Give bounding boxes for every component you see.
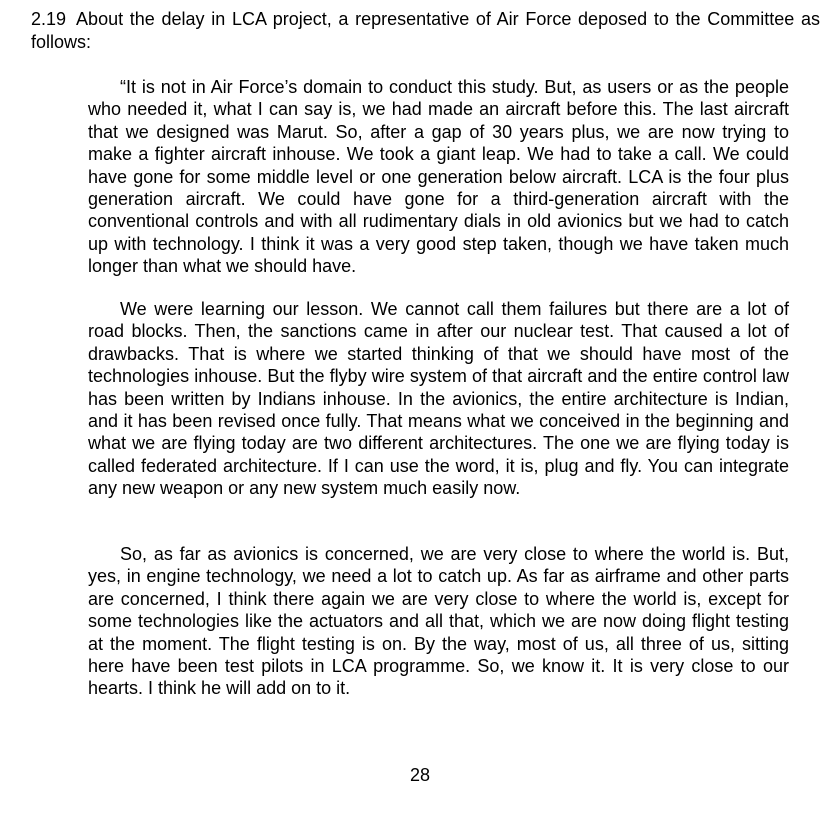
page-number: 28 — [409, 765, 431, 785]
section-intro-text: About the delay in LCA project, a representative of Air Force deposed to the Committee as follows: — [31, 9, 820, 52]
quote-paragraph-1: “It is not in Air Force’s domain to conduct this study. But, as users or as the people who needed it, what I can say is, we had made an aircraft before this. The last aircraft that we designed was Marut. So, after a gap of 30 years plus, we are now trying to make a fighter aircraft inhouse. We took a giant leap. We had to take a call. We could have gone for some middle level or one generation below aircraft. LCA is the four plus generation aircraft. We could have gone for a third-generation aircraft with the conventional controls and with all rudimentary dials in old avionics but we had to catch up with technology. I think it was a very good step taken, though we have taken much longer than what we should have. — [88, 77, 789, 277]
quote-paragraph-3: So, as far as avionics is concerned, we are very close to where the world is. But, yes, in engine technology, we need a lot to catch up. As far as airframe and other parts are concerned, I think there again we are very close to where the world is, except for some technologies like the actuators and all that, which we are now doing flight testing at the moment. The flight testing is on. By the way, most of us, all three of us, sitting here have been test pilots in LCA programme. So, we know it. It is very close to our hearts. I think he will add on to it. — [88, 544, 789, 699]
section-intro-paragraph — [31, 8, 820, 53]
quote-paragraph-2: We were learning our lesson. We cannot call them failures but there are a lot of road blocks. Then, the sanctions came in after our nuclear test. That caused a lot of drawbacks. That is where we started thinking of that we should have most of the technologies inhouse. But the flyby wire system of that aircraft and the entire control law has been written by Indians inhouse. In the avionics, the entire architecture is Indian, and it has been revised once fully. That means what we conceived in the beginning and what we are flying today are two different architectures. The one we are flying today is called federated architecture. If I can use the word, it is, plug and fly. You can integrate any new weapon or any new system much easily now. — [88, 299, 789, 499]
section-number: 2.19 — [31, 9, 67, 29]
